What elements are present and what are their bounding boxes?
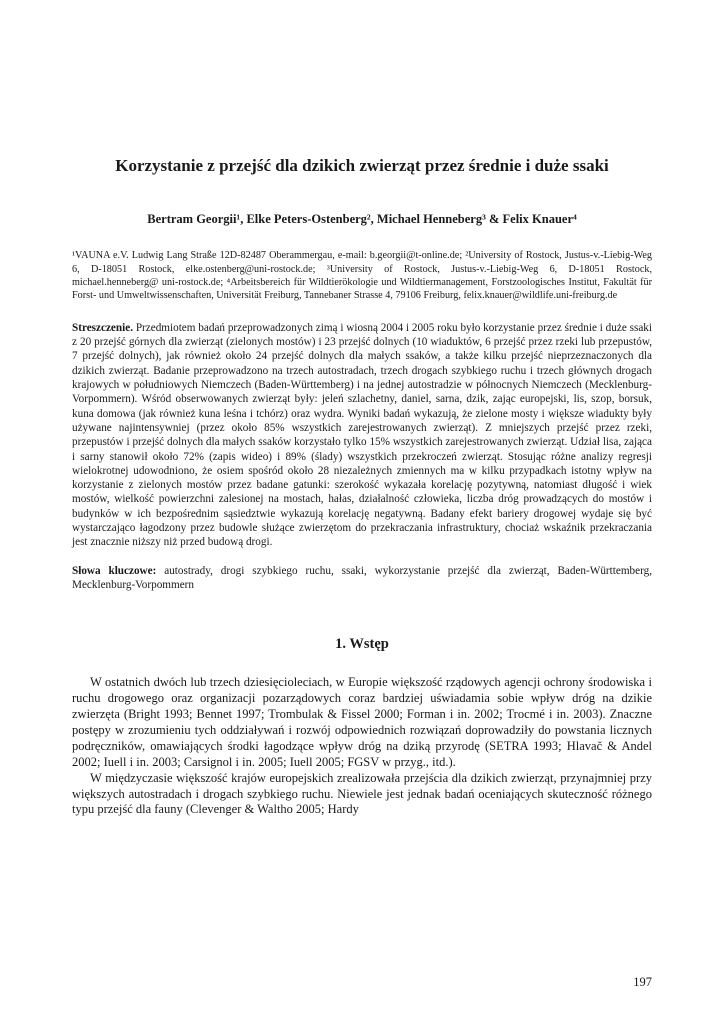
keywords-text: autostrady, drogi szybkiego ruchu, ssaki, wykorzystanie przejść dla zwierząt, Baden-Württemberg, Mecklenburg-Vorpommern [72,564,652,591]
abstract-label: Streszczenie. [72,321,133,334]
abstract-paragraph [72,321,652,550]
affiliations-block: ¹VAUNA e.V. Ludwig Lang Straße 12D-82487 Oberammergau, e-mail: b.georgii@t-online.de; ²University of Rostock, Justus-v.-Liebig-Weg 6, D-18051 Rostock, elke.ostenberg@uni-rostock.de; ³University of Rostock, Justus-v.-Liebig-Weg 6, D-18051 Rostock, michael.henneberg@ uni-rostock.de; ⁴Arbeitsbereich für Wildtierökologie und Wildtiermanagement, Forstzoologisches Institut, Fakultät für Forst- und Umweltwissenschaften, Universität Freiburg, Tannebaner Strasse 4, 79106 Freiburg, felix.knauer@wildlife.uni-freiburg.de [72,250,652,302]
body-paragraph: W ostatnich dwóch lub trzech dziesięcioleciach, w Europie większość rządowych agencji ochrony środowiska i ruchu drogowego oraz organizacji pozarządowych coraz bardziej uświadamia sobie wpływ dróg na dzikie zwierzęta (Bright 1993; Bennet 1997; Trombulak & Fissel 2000; Forman i in. 2002; Trocmé i in. 2003). Znaczne postępy w zrozumieniu tych oddziaływań i rozwój odpowiednich rozwiązań doprowadziły do powstania licznych podręczników, omawiających środki łagodzące wpływ dróg na dziką przyrodę (SETRA 1993; Hlavač & Andel 2002; Iuell i in. 2003; Carsignol i in. 2005; Iuell 2005; FGSV w przyg., itd.). [72,675,652,769]
section-heading-introduction: 1. Wstęp [335,636,389,653]
abstract-text: Przedmiotem badań przeprowadzonych zimą i wiosną 2004 i 2005 roku było korzystanie przez średnie i duże ssaki z 20 przejść górnych dla zwierząt (zielonych mostów) i 23 przejść dolnych (10 wiaduktów, 6 przejść przez rzeki lub przepustów, 7 przejść dolnych), jak również około 24 przejść dolnych dla małych ssaków, a także kilku przejść nieprzeznaczonych dla dzikich zwierząt. Badanie przeprowadzono na trzech autostradach, trzech drogach szybkiego ruchu i trzech głównych drogach krajowych w południowych Niemczech (Baden-Württemberg) i na jednej autostradzie w północnych Niemczech (Mecklenburg-Vorpommern). Wśród obserwowanych zwierząt były: jeleń szlachetny, daniel, sarna, dzik, zając europejski, lis, szop, borsuk, kuna domowa (jak również kuna leśna i tchórz) oraz wydra. Wyniki badań wykazują, że zielone mosty i większe wiadukty były używane najintensywniej (przez około 85% wszystkich zarejestrowanych zwierząt). Z mniejszych przejść przez rzeki, przepustów i przejść dolnych dla małych ssaków korzystało tylko 15% wszystkich zarejestrowanych zwierząt. Udział lisa, zająca i sarny stanowił około 72% (zapis wideo) i 89% (ślady) wszystkich przekroczeń zwierząt. Stosując różne analizy regresji wielokrotnej udowodniono, że osiem spośród około 28 niezależnych zmiennych ma w kilku przypadkach istotny wpływ na korzystanie z zielonych mostów przez badane gatunki: szerokość wykazała korelację pozytywną, natomiast długość i wiek mostów, wielkość powierzchni zalesionej na mostach, hałas, działalność człowieka, liczba dróg prowadzących do mostów i budynków w ich bezpośrednim sąsiedztwie wykazują korelację negatywną. Badany efekt bariery drogowej wydaje się być wystarczająco łagodzony przez budowle służące zwierzętom do przekraczania infrastruktury, chociaż wskaźnik przekraczania jest znacznie niższy niż przed budową drogi. [72,321,652,549]
authors-line: Bertram Georgii¹, Elke Peters-Ostenberg², Michael Henneberg³ & Felix Knauer⁴ [147,212,577,227]
keywords-label: Słowa kluczowe: [72,564,157,577]
page-number: 197 [633,975,652,989]
paper-title: Korzystanie z przejść dla dzikich zwierząt przez średnie i duże ssaki [115,156,609,175]
body-paragraph: W międzyczasie większość krajów europejskich zrealizowała przejścia dla dzikich zwierząt, przynajmniej przy większych autostradach i drogach szybkiego ruchu. Niewiele jest jednak badań oceniających skuteczność różnego typu przejść dla fauny (Clevenger & Waltho 2005; Hardy [72,770,652,817]
keywords-paragraph [72,564,652,593]
